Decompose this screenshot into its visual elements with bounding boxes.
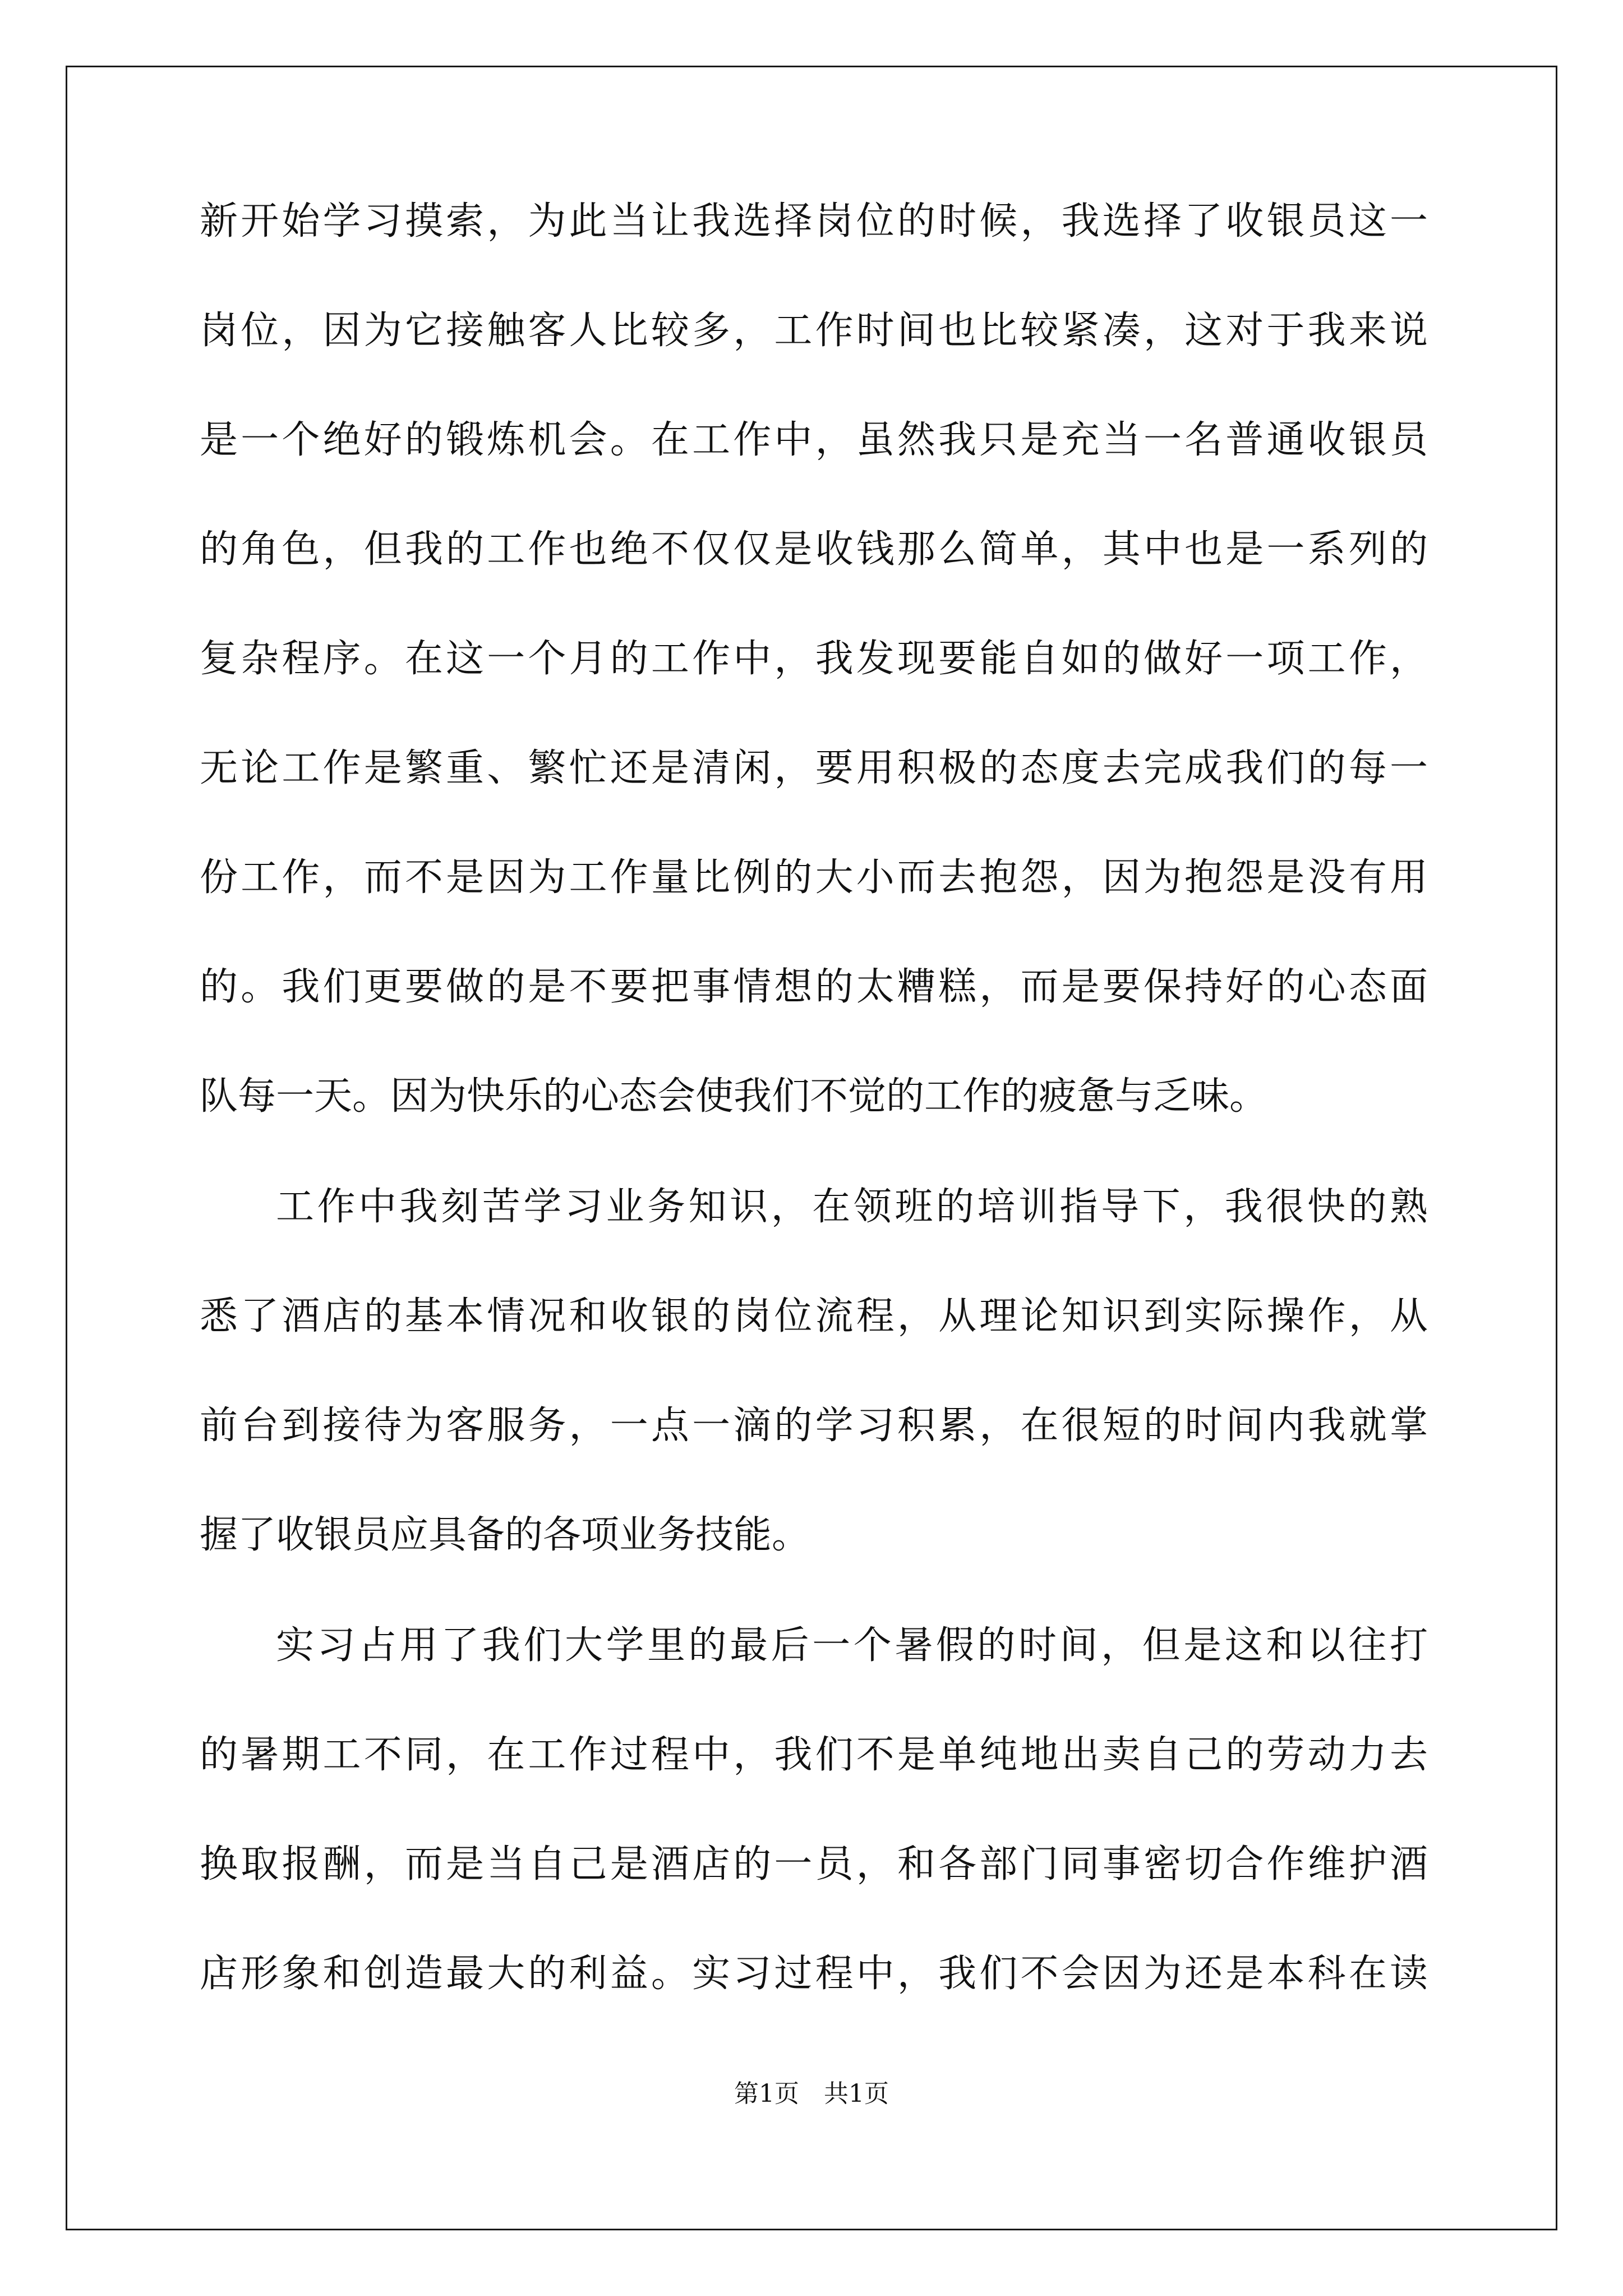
page-border: [66, 66, 1557, 2230]
text-line: 的暑期工不同，在工作过程中，我们不是单纯地出卖自己的劳动力去: [200, 1733, 1428, 1777]
text-line: 前台到接待为客服务，一点一滴的学习积累，在很短的时间内我就掌: [200, 1404, 1428, 1448]
text-line: 握了收银员应具备的各项业务技能。: [200, 1513, 810, 1557]
text-line: 换取报酬，而是当自己是酒店的一员，和各部门同事密切合作维护酒: [200, 1842, 1428, 1887]
page-number-footer: 第1页 共1页: [734, 2079, 889, 2108]
text-line: 复杂程序。在这一个月的工作中，我发现要能自如的做好一项工作，: [200, 637, 1428, 681]
text-line: 是一个绝好的锻炼机会。在工作中，虽然我只是充当一名普通收银员: [200, 418, 1428, 462]
paragraph-first-line: 工作中我刻苦学习业务知识，在领班的培训指导下，我很快的熟: [276, 1185, 1428, 1229]
text-line: 新开始学习摸索，为此当让我选择岗位的时候，我选择了收银员这一: [200, 199, 1428, 243]
text-line: 岗位，因为它接触客人比较多，工作时间也比较紧凑，这对于我来说: [200, 309, 1428, 353]
text-line: 无论工作是繁重、繁忙还是清闲，要用积极的态度去完成我们的每一: [200, 746, 1428, 790]
text-line: 悉了酒店的基本情况和收银的岗位流程，从理论知识到实际操作，从: [200, 1294, 1428, 1338]
paragraph-first-line: 实习占用了我们大学里的最后一个暑假的时间，但是这和以往打: [276, 1623, 1428, 1668]
text-line: 份工作，而不是因为工作量比例的大小而去抱怨，因为抱怨是没有用: [200, 855, 1428, 900]
text-line: 店形象和创造最大的利益。实习过程中，我们不会因为还是本科在读: [200, 1952, 1428, 1996]
text-line: 队每一天。因为快乐的心态会使我们不觉的工作的疲惫与乏味。: [200, 1074, 1268, 1119]
text-line: 的。我们更要做的是不要把事情想的太糟糕，而是要保持好的心态面: [200, 965, 1428, 1009]
text-line: 的角色，但我的工作也绝不仅仅是收钱那么简单，其中也是一系列的: [200, 527, 1428, 572]
